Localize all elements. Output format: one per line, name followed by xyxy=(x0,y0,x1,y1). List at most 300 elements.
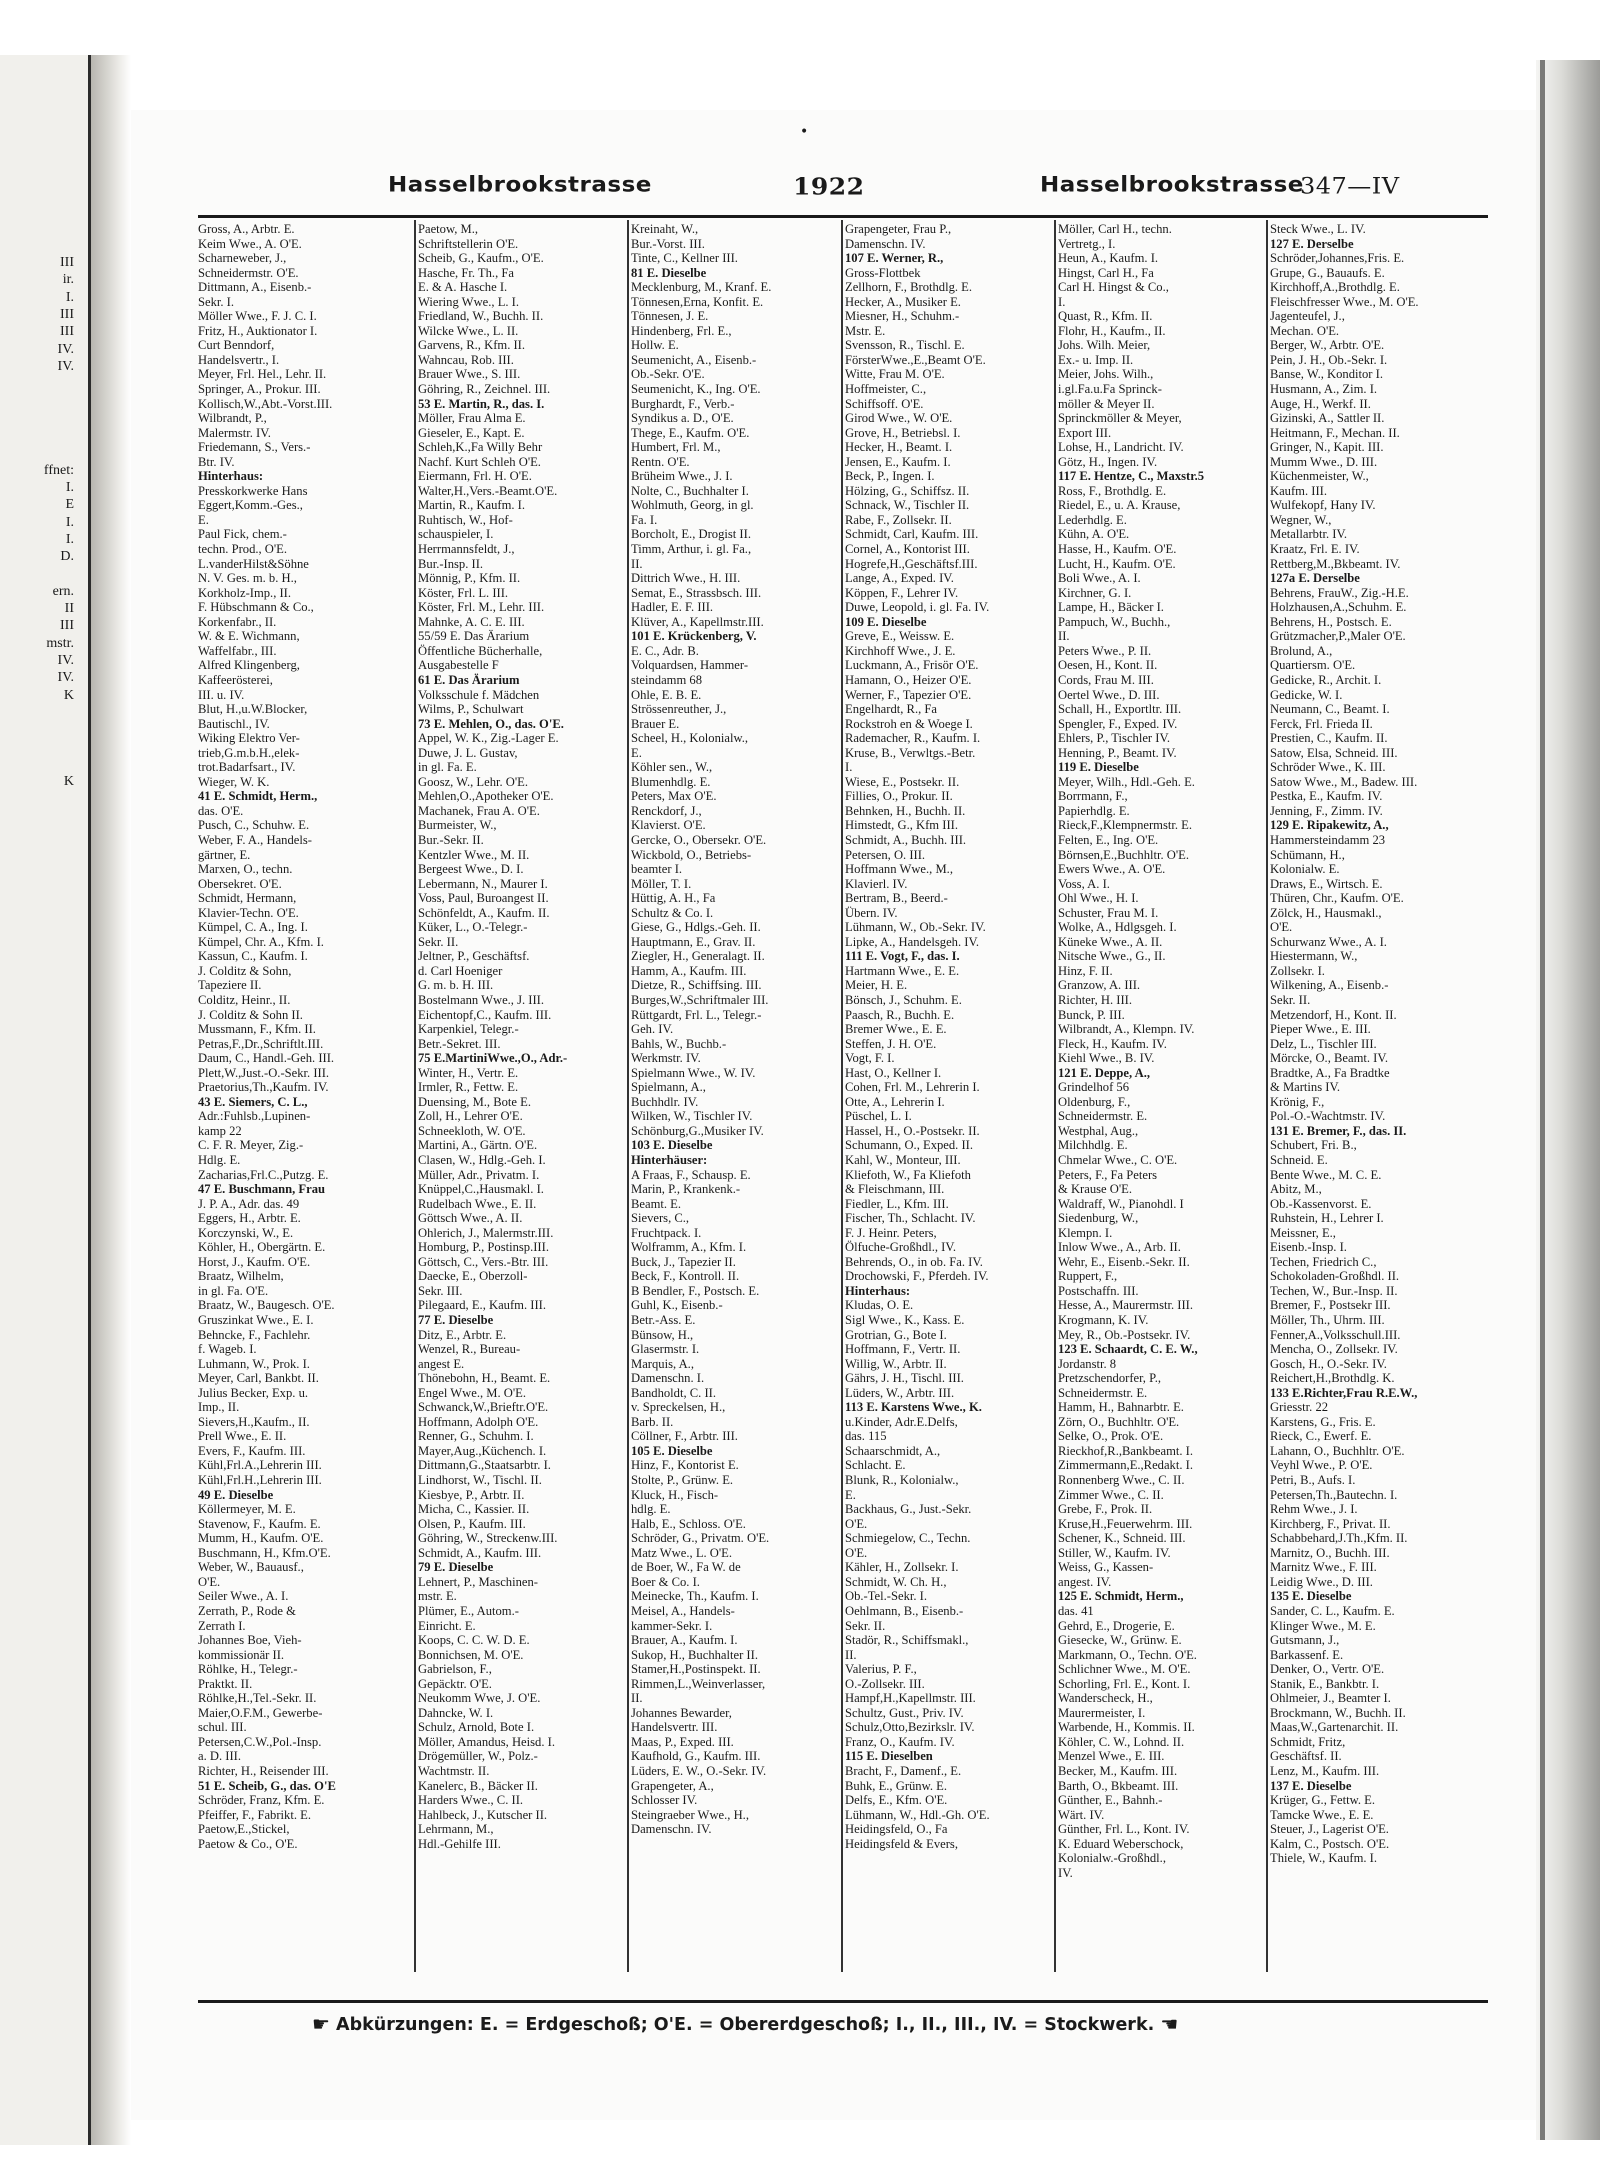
directory-entry-line: Marquis, A., xyxy=(631,1356,694,1371)
fragment-text: D. xyxy=(60,549,74,565)
directory-entry-line: Schaarschmidt, A., xyxy=(845,1443,941,1458)
directory-entry-line: Lühmann, W., Ob.-Sekr. IV. xyxy=(845,920,986,935)
directory-entry-line: Bautischl., IV. xyxy=(198,716,270,731)
directory-entry-line: Johannes Bewarder, xyxy=(631,1705,732,1720)
directory-entry-line: Hogrefe,H.,Geschäftsf.III. xyxy=(845,556,978,571)
directory-entry-line: Köster, Frl. L. III. xyxy=(418,585,509,600)
directory-entry-line: Hinterhaus: xyxy=(845,1283,911,1298)
directory-entry-line: Hesse, A., Maurermstr. III. xyxy=(1058,1298,1194,1313)
directory-entry-line: Strössenreuther, J., xyxy=(631,702,727,717)
directory-entry-line: Köster, Frl. M., Lehr. III. xyxy=(418,600,545,615)
directory-entry-line: Winter, H., Vertr. E. xyxy=(418,1065,519,1080)
directory-entry-line: Bradtke, A., Fa Bradtke xyxy=(1270,1065,1390,1080)
directory-entry-line: in gl. Fa. E. xyxy=(418,760,477,775)
directory-entry-line: Korkholz-Imp., II. xyxy=(198,585,292,600)
directory-entry-line: Pestka, E., Kaufm. IV. xyxy=(1270,789,1383,804)
directory-entry-line: Jenning, F., Zimm. IV. xyxy=(1270,803,1383,818)
directory-entry-line: Hamann, O., Heizer O'E. xyxy=(845,672,972,687)
directory-entry-line: Cohen, Frl. M., Lehrerin I. xyxy=(845,1080,980,1095)
directory-entry-line: Syndikus a. D., O'E. xyxy=(631,411,734,426)
directory-entry-line: Werner, F., Tapezier O'E. xyxy=(845,687,972,702)
directory-entry-line: Spielmann, A., xyxy=(631,1080,706,1095)
directory-entry-line: Steck Wwe., L. IV. xyxy=(1270,222,1366,236)
directory-entry-line: & Fleischmann, III. xyxy=(845,1182,945,1197)
directory-entry-line: Schumann, O., Exped. II. xyxy=(845,1138,974,1153)
directory-column-6 xyxy=(1270,222,1482,1972)
directory-entry-line: Timm, Arthur, i. gl. Fa., xyxy=(631,542,752,557)
directory-entry-line: Grindelhof 56 xyxy=(1058,1080,1129,1095)
directory-entry-line: Hoffmann Wwe., M., xyxy=(845,862,953,877)
directory-entry-line: 117 E. Hentze, C., Maxstr.5 xyxy=(1058,469,1205,484)
directory-entry-line: Witte, Frau M. O'E. xyxy=(845,367,945,382)
directory-entry-line: Cornel, A., Kontorist III. xyxy=(845,542,970,557)
directory-entry-line: Küneke Wwe., A. II. xyxy=(1058,934,1163,949)
directory-entry-line: Götz, H., Ingen. IV. xyxy=(1058,454,1158,469)
directory-entry-line: Buck, J., Tapezier II. xyxy=(631,1254,736,1269)
directory-entry-line: Pein, J. H., Ob.-Sekr. I. xyxy=(1270,352,1388,367)
directory-entry-line: Kruse,H.,Feuerwehrm. III. xyxy=(1058,1516,1193,1531)
directory-entry-line: Ditz, E., Arbtr. E. xyxy=(418,1327,507,1342)
directory-entry-line: Lederhdlg. E. xyxy=(1058,512,1127,527)
directory-entry-line: Ziegler, H., Generalagt. II. xyxy=(631,949,765,964)
header-year: 1922 xyxy=(793,173,865,200)
directory-entry-line: Klavierst. O'E. xyxy=(631,818,706,833)
directory-entry-line: Wohlmuth, Georg, in gl. xyxy=(631,498,754,513)
directory-entry-line: Gieseler, E., Kapt. E. xyxy=(418,425,525,440)
directory-entry-line: angest E. xyxy=(418,1356,465,1371)
directory-entry-line: Braatz, W., Baugesch. O'E. xyxy=(198,1298,335,1313)
directory-entry-line: Ohl Wwe., H. I. xyxy=(1058,891,1139,906)
directory-entry-line: Greve, E., Weissw. E. xyxy=(845,629,955,644)
abbreviations-text: Abkürzungen: E. = Erdgeschoß; O'E. = Obererdgeschoß; I., II., III., IV. = Stockwerk. xyxy=(336,2015,1155,2035)
directory-entry-line: Knüppel,C.,Hausmakl. I. xyxy=(418,1182,544,1197)
directory-entry-line: Irmler, R., Fettw. E. xyxy=(418,1080,519,1095)
directory-entry-line: Kollisch,W.,Abt.-Vorst.III. xyxy=(198,396,333,411)
directory-entry-line: Lehnert, P., Maschinen- xyxy=(418,1574,538,1589)
directory-entry-line: Friedemann, S., Vers.- xyxy=(198,440,311,455)
directory-entry-line: Lüders, E. W., O.-Sekr. IV. xyxy=(631,1763,767,1778)
directory-entry-line: Boer & Co. I. xyxy=(631,1574,700,1589)
directory-entry-line: E. xyxy=(845,1487,856,1502)
fragment-text: III xyxy=(60,618,74,634)
directory-entry-line: Wenzel, R., Bureau- xyxy=(418,1342,521,1357)
directory-entry-line: Oertel Wwe., D. III. xyxy=(1058,687,1160,702)
directory-entry-line: Lange, A., Exped. IV. xyxy=(845,571,954,586)
directory-entry-line: Hecker, A., Musiker E. xyxy=(845,294,961,309)
directory-entry-line: Martin, R., Kaufm. I. xyxy=(418,498,526,513)
directory-entry-line: Flohr, H., Kaufm., II. xyxy=(1058,323,1166,338)
directory-entry-line: Marnitz Wwe., F. III. xyxy=(1270,1560,1377,1575)
directory-entry-line: Ruppert, F., xyxy=(1058,1269,1118,1284)
directory-entry-line: Volquardsen, Hammer- xyxy=(631,658,749,673)
directory-entry-line: trot.Badarfsart., IV. xyxy=(198,760,296,775)
directory-entry-line: E. C., Adr. B. xyxy=(631,643,699,658)
directory-entry-line: Kirchhoff,A.,Brothdlg. E. xyxy=(1270,280,1400,295)
directory-entry-line: Leidig Wwe., D. III. xyxy=(1270,1574,1373,1589)
directory-entry-line: Beck, F., Kontroll. II. xyxy=(631,1269,740,1284)
directory-entry-line: 137 E. Dieselbe xyxy=(1270,1778,1352,1793)
directory-entry-line: Scheib, G., Kaufm., O'E. xyxy=(418,251,544,266)
fragment-text: ir. xyxy=(62,272,74,288)
directory-entry-line: Draws, E., Wirtsch. E. xyxy=(1270,876,1383,891)
directory-entry-line: Wiese, E., Postsekr. II. xyxy=(845,774,960,789)
directory-entry-line: Schulz,Otto,Bezirkslr. IV. xyxy=(845,1720,975,1735)
fragment-text: E xyxy=(65,497,74,513)
directory-entry-line: Bente Wwe., M. C. E. xyxy=(1270,1167,1382,1182)
directory-entry-line: 133 E.Richter,Frau R.E.W., xyxy=(1270,1385,1418,1400)
directory-entry-line: Ob.-Kassenvorst. E. xyxy=(1270,1196,1372,1211)
directory-entry-line: kamp 22 xyxy=(198,1123,242,1138)
directory-entry-line: Möller, T. I. xyxy=(631,876,692,891)
directory-entry-line: 53 E. Martin, R., das. I. xyxy=(418,396,545,411)
directory-entry-line: Bönsch, J., Schuhm. E. xyxy=(845,992,962,1007)
fragment-text: IV. xyxy=(57,358,74,374)
directory-entry-line: Praktkt. II. xyxy=(198,1676,253,1691)
directory-entry-line: Lohse, H., Landricht. IV. xyxy=(1058,440,1184,455)
directory-entry-line: Gepäcktr. O'E. xyxy=(418,1676,492,1691)
directory-entry-line: Gährs, J. H., Tischl. III. xyxy=(845,1371,964,1386)
directory-entry-line: F. Hübschmann & Co., xyxy=(198,600,314,615)
directory-column-1 xyxy=(198,222,410,1972)
directory-entry-line: Mey, R., Ob.-Postsekr. IV. xyxy=(1058,1327,1191,1342)
column-divider xyxy=(1266,220,1268,1972)
directory-entry-line: 129 E. Ripakewitz, A., xyxy=(1270,818,1389,833)
directory-entry-line: Nachf. Kurt Schleh O'E. xyxy=(418,454,541,469)
directory-entry-line: Kühl,Frl.A.,Lehrerin III. xyxy=(198,1458,322,1473)
directory-entry-line: Micha, C., Kassier. II. xyxy=(418,1502,530,1517)
directory-entry-line: Kanelerc, B., Bäcker II. xyxy=(418,1778,538,1793)
directory-entry-line: Behrens, H., Postsch. E. xyxy=(1270,614,1392,629)
directory-entry-line: Schneidermstr. E. xyxy=(1058,1109,1148,1124)
directory-entry-line: Kümpel, Chr. A., Kfm. I. xyxy=(198,934,324,949)
directory-entry-line: Schiffsoff. O'E. xyxy=(845,396,924,411)
directory-entry-line: Behncke, F., Fachlehr. xyxy=(198,1327,311,1342)
column-divider xyxy=(841,220,843,1972)
directory-entry-line: Schneidermstr. E. xyxy=(1058,1385,1148,1400)
directory-entry-line: Hassel, H., O.-Postsekr. II. xyxy=(845,1123,980,1138)
fragment-text: I. xyxy=(65,514,74,530)
directory-entry-line: II. xyxy=(1058,629,1070,644)
directory-entry-line: Küker, L., O.-Telegr.- xyxy=(418,920,528,935)
directory-entry-line: Schröder,Johannes,Fris. E. xyxy=(1270,251,1405,266)
directory-entry-line: 101 E. Krückenberg, V. xyxy=(631,629,757,644)
directory-entry-line: Tönnesen, J. E. xyxy=(631,309,709,324)
directory-entry-line: Clasen, W., Hdlg.-Geh. I. xyxy=(418,1153,546,1167)
directory-entry-line: Btr. IV. xyxy=(198,454,235,469)
directory-entry-line: Banse, W., Konditor I. xyxy=(1270,367,1383,382)
directory-entry-line: Möller, Carl H., techn. xyxy=(1058,222,1172,236)
directory-entry-line: Henning, P., Beamt. IV. xyxy=(1058,745,1177,760)
directory-entry-line: Seiler Wwe., A. I. xyxy=(198,1589,289,1604)
directory-entry-line: Goosz, W., Lehr. O'E. xyxy=(418,774,529,789)
directory-entry-line: Hdl.-Gehilfe III. xyxy=(418,1836,501,1851)
directory-entry-line: hdlg. E. xyxy=(631,1502,671,1517)
directory-entry-line: Gringer, N., Kapit. III. xyxy=(1270,440,1384,455)
directory-entry-line: 55/59 E. Das Ärarium xyxy=(418,629,530,644)
directory-entry-line: Marnitz, O., Buchh. III. xyxy=(1270,1545,1390,1560)
directory-entry-line: Hiestermann, W., xyxy=(1270,949,1358,964)
directory-entry-line: Handelsvertr. III. xyxy=(631,1720,718,1735)
directory-entry-line: Fenner,A.,Volksschull.III. xyxy=(1270,1327,1401,1342)
directory-entry-line: Behrends, O., in ob. Fa. IV. xyxy=(845,1254,983,1269)
directory-entry-line: Metzendorf, H., Kont. II. xyxy=(1270,1007,1397,1022)
directory-entry-line: Grotrian, G., Bote I. xyxy=(845,1327,947,1342)
directory-entry-line: Gehrd, E., Drogerie, E. xyxy=(1058,1618,1175,1633)
directory-entry-line: Dittrich Wwe., H. III. xyxy=(631,571,741,586)
directory-entry-line: Röhlke, H., Telegr.- xyxy=(198,1662,298,1677)
directory-entry-line: Kluck, H., Fisch- xyxy=(631,1487,719,1502)
directory-entry-line: II. xyxy=(631,1691,643,1706)
directory-entry-line: 107 E. Werner, R., xyxy=(845,251,944,266)
directory-entry-line: Boli Wwe., A. I. xyxy=(1058,571,1141,586)
directory-entry-line: 119 E. Dieselbe xyxy=(1058,760,1139,775)
header-street-right: Hasselbrookstrasse xyxy=(1040,173,1304,197)
directory-entry-line: Becker, M., Kaufm. III. xyxy=(1058,1763,1178,1778)
directory-entry-line: Willig, W., Arbtr. II. xyxy=(845,1356,947,1371)
directory-entry-line: Schröder Wwe., K. III. xyxy=(1270,760,1386,775)
directory-entry-line: Burghardt, F., Verb.- xyxy=(631,396,735,411)
directory-entry-line: Maier,O.F.M., Gewerbe- xyxy=(198,1705,323,1720)
directory-entry-line: Kähler, H., Zollsekr. I. xyxy=(845,1560,959,1575)
directory-entry-line: Oesen, H., Kont. II. xyxy=(1058,658,1158,673)
directory-entry-line: Geh. IV. xyxy=(631,1022,674,1037)
directory-entry-line: Koops, C. C. W. D. E. xyxy=(418,1633,530,1648)
header-street-left: Hasselbrookstrasse xyxy=(388,173,652,197)
fragment-text: III xyxy=(60,306,74,322)
directory-entry-line: II. xyxy=(631,556,643,571)
directory-entry-line: Sekr. I. xyxy=(198,294,235,309)
directory-entry-line: Klavier-Techn. O'E. xyxy=(198,905,299,920)
directory-entry-line: 81 E. Dieselbe xyxy=(631,265,707,280)
directory-entry-line: Satow Wwe., M., Badew. III. xyxy=(1270,774,1418,789)
directory-entry-line: Curt Benndorf, xyxy=(198,338,275,353)
directory-entry-line: Kaufm. III. xyxy=(1270,483,1327,498)
directory-entry-line: 41 E. Schmidt, Herm., xyxy=(198,789,318,804)
directory-entry-line: 49 E. Dieselbe xyxy=(198,1487,274,1502)
directory-entry-line: 131 E. Bremer, F., das. II. xyxy=(1270,1123,1407,1138)
directory-entry-line: I. xyxy=(845,760,853,775)
directory-entry-line: Marin, P., Krankenk.- xyxy=(631,1182,741,1197)
directory-entry-line: Walter,H.,Vers.-Beamt.O'E. xyxy=(418,483,558,498)
directory-entry-line: Appel, W. K., Zig.-Lager E. xyxy=(418,731,559,746)
directory-entry-line: O'E. xyxy=(198,1574,221,1589)
directory-entry-line: Schultz, Gust., Priv. IV. xyxy=(845,1705,964,1720)
directory-entry-line: E. xyxy=(631,745,642,760)
directory-entry-line: Bonnichsen, M. O'E. xyxy=(418,1647,524,1662)
directory-entry-line: Garvens, R., Kfm. II. xyxy=(418,338,526,353)
directory-entry-line: Obersekret. O'E. xyxy=(198,876,282,891)
directory-entry-line: Brauer Wwe., S. III. xyxy=(418,367,521,382)
directory-entry-line: Handelsvertr., I. xyxy=(198,352,280,367)
directory-entry-line: Hingst, Carl H., Fa xyxy=(1058,265,1154,280)
directory-entry-line: Göhring, W., Streckenw.III. xyxy=(418,1531,558,1546)
directory-entry-line: Daecke, E., Oberzoll- xyxy=(418,1269,528,1284)
directory-entry-line: III. u. IV. xyxy=(198,687,245,702)
directory-entry-line: Müller, Adr., Privatm. I. xyxy=(418,1167,540,1182)
directory-entry-line: schul. III. xyxy=(198,1720,247,1735)
directory-entry-line: Ob.-Tel.-Sekr. I. xyxy=(845,1589,928,1604)
directory-entry-line: Spielmann Wwe., W. IV. xyxy=(631,1065,756,1080)
directory-entry-line: Rieck, C., Ewerf. E. xyxy=(1270,1429,1372,1444)
directory-entry-line: Kolonialw.-Großhdl., xyxy=(1058,1851,1166,1866)
directory-entry-line: F. J. Heinr. Peters, xyxy=(845,1225,937,1240)
fragment-text: I. xyxy=(65,289,74,305)
directory-entry-line: Schröder, G., Privatm. O'E. xyxy=(631,1531,770,1546)
directory-entry-line: Neukomm Wwe, J. O'E. xyxy=(418,1691,541,1706)
directory-entry-line: Jagenteufel, J., xyxy=(1270,309,1345,324)
directory-entry-line: Schönfeldt, A., Kaufm. II. xyxy=(418,905,550,920)
directory-entry-line: Heidingsfeld, O., Fa xyxy=(845,1822,948,1837)
directory-entry-line: 135 E. Dieselbe xyxy=(1270,1589,1352,1604)
directory-entry-line: Kreinaht, W., xyxy=(631,222,699,236)
directory-entry-line: Klempn. I. xyxy=(1058,1225,1113,1240)
directory-entry-line: Brüheim Wwe., J. I. xyxy=(631,469,733,484)
directory-entry-line: Geschäftsf. II. xyxy=(1270,1749,1342,1764)
directory-entry-line: Bergeest Wwe., D. I. xyxy=(418,862,524,877)
directory-entry-line: Bracht, F., Damenf., E. xyxy=(845,1763,962,1778)
directory-entry-line: Rieck,F.,Klempnermstr. E. xyxy=(1058,818,1193,833)
fragment-text: III xyxy=(60,255,74,270)
directory-entry-line: Kümpel, C. A., Ing. I. xyxy=(198,920,308,935)
directory-entry-line: Meier, H. E. xyxy=(845,978,908,993)
directory-entry-line: Weiss, G., Kassen- xyxy=(1058,1560,1154,1575)
directory-column-2 xyxy=(418,222,624,1972)
directory-entry-line: Praetorius,Th.,Kaufm. IV. xyxy=(198,1080,329,1095)
directory-entry-line: Behrens, FrauW., Zig.-H.E. xyxy=(1270,585,1409,600)
directory-entry-line: Eiermann, Frl. H. O'E. xyxy=(418,469,532,484)
directory-entry-line: Schmidt, A., Buchh. III. xyxy=(845,832,967,847)
directory-entry-line: Pieper Wwe., E. III. xyxy=(1270,1022,1371,1037)
directory-entry-line: Bunck, P. III. xyxy=(1058,1007,1125,1022)
directory-entry-line: Plett,W.,Just.-O.-Sekr. III. xyxy=(198,1065,330,1080)
directory-entry-line: Wilken, W., Tischler IV. xyxy=(631,1109,753,1124)
directory-entry-line: 123 E. Schaardt, C. E. W., xyxy=(1058,1342,1198,1357)
directory-entry-line: angest. IV. xyxy=(1058,1574,1112,1589)
directory-entry-line: Reichert,H.,Brothdlg. K. xyxy=(1270,1371,1395,1386)
directory-entry-line: Möller Wwe., F. J. C. I. xyxy=(198,309,317,324)
directory-entry-line: Valerius, P. F., xyxy=(845,1662,917,1677)
directory-entry-line: Mencha, O., Zollsekr. IV. xyxy=(1270,1342,1398,1357)
directory-entry-line: Rockstroh en & Woege I. xyxy=(845,716,973,731)
directory-entry-line: Gercke, O., Obersekr. O'E. xyxy=(631,832,767,847)
directory-entry-line: Wulfekopf, Hany IV. xyxy=(1270,498,1376,513)
directory-entry-line: Gedicke, W. I. xyxy=(1270,687,1343,702)
directory-entry-line: Mechan. O'E. xyxy=(1270,323,1340,338)
directory-entry-line: Johannes Boe, Vieh- xyxy=(198,1633,302,1648)
directory-entry-line: Stavenow, F., Kaufm. E. xyxy=(198,1516,321,1531)
directory-entry-line: Mumm, H., Kaufm. O'E. xyxy=(198,1531,324,1546)
directory-entry-line: Pilegaard, E., Kaufm. III. xyxy=(418,1298,546,1313)
directory-entry-line: Günther, Frl. L., Kont. IV. xyxy=(1058,1822,1190,1837)
directory-entry-line: Karstens, G., Fris. E. xyxy=(1270,1414,1376,1429)
directory-entry-line: in gl. Fa. O'E. xyxy=(198,1283,269,1298)
directory-entry-line: II. xyxy=(845,1647,857,1662)
directory-entry-line: Mumm Wwe., D. III. xyxy=(1270,454,1378,469)
directory-entry-line: Kolonialw. E. xyxy=(1270,862,1340,877)
directory-entry-line: Beamt. E. xyxy=(631,1196,682,1211)
directory-entry-line: Pol.-O.-Wachtmstr. IV. xyxy=(1270,1109,1386,1124)
directory-entry-line: O'E. xyxy=(1270,920,1293,935)
directory-entry-line: Sekr. III. xyxy=(418,1283,463,1298)
directory-entry-line: Jordanstr. 8 xyxy=(1058,1356,1117,1371)
directory-entry-line: Möller, Amandus, Heisd. I. xyxy=(418,1734,555,1749)
directory-entry-line: Bremer, F., Postsekr III. xyxy=(1270,1298,1391,1313)
directory-entry-line: Wieger, W. K. xyxy=(198,774,270,789)
directory-entry-line: Oehlmann, B., Eisenb.- xyxy=(845,1603,964,1618)
directory-entry-line: Glasermstr. I. xyxy=(631,1342,700,1357)
directory-entry-line: Kahl, W., Monteur, III. xyxy=(845,1153,961,1167)
directory-entry-line: Petersen,C.W.,Pol.-Insp. xyxy=(198,1734,322,1749)
directory-entry-line: Sievers, C., xyxy=(631,1211,690,1226)
directory-entry-line: Sekr. II. xyxy=(418,934,459,949)
directory-entry-line: Kentzler Wwe., M. II. xyxy=(418,847,530,862)
directory-entry-line: E. xyxy=(198,512,209,527)
directory-entry-line: Renckdorf, J., xyxy=(631,803,702,818)
directory-entry-line: Krönig, F., xyxy=(1270,1094,1325,1109)
directory-entry-line: Brauer E. xyxy=(631,716,680,731)
directory-entry-line: Keim Wwe., A. O'E. xyxy=(198,236,302,251)
directory-entry-line: Schorling, Frl. E., Kont. I. xyxy=(1058,1676,1191,1691)
directory-entry-line: Fischer, Th., Schlacht. IV. xyxy=(845,1211,976,1226)
header-page-number: 347—IV xyxy=(1300,173,1400,199)
directory-entry-line: Kirchner, G. I. xyxy=(1058,585,1132,600)
directory-entry-line: E. & A. Hasche I. xyxy=(418,280,508,295)
directory-entry-line: Plümer, E., Autom.- xyxy=(418,1603,519,1618)
directory-entry-line: 77 E. Dieselbe xyxy=(418,1313,494,1328)
directory-entry-line: Schnack, W., Tischler II. xyxy=(845,498,970,513)
directory-entry-line: Ex.- u. Imp. II. xyxy=(1058,352,1134,367)
directory-entry-line: Techen, W., Bur.-Insp. II. xyxy=(1270,1283,1398,1298)
fragment-text: II xyxy=(64,601,74,616)
directory-entry-line: Borcholt, E., Drogist II. xyxy=(631,527,751,542)
directory-entry-line: Blumenhdlg. E. xyxy=(631,774,711,789)
directory-entry-line: Dittmann,G.,Staatsarbtr. I. xyxy=(418,1458,551,1473)
directory-entry-line: Stolte, P., Grünw. E. xyxy=(631,1473,734,1488)
directory-entry-line: Zimmermann,E.,Redakt. I. xyxy=(1058,1458,1193,1473)
directory-entry-line: Einricht. E. xyxy=(418,1618,476,1633)
directory-entry-line: Maas, P., Exped. III. xyxy=(631,1734,734,1749)
directory-entry-line: Rimmen,L.,Weinverlasser, xyxy=(631,1676,766,1691)
directory-entry-line: Göttsch Wwe., A. II. xyxy=(418,1211,523,1226)
directory-entry-line: v. Spreckelsen, H., xyxy=(631,1400,726,1415)
directory-entry-line: Lühmann, W., Hdl.-Gh. O'E. xyxy=(845,1807,990,1822)
directory-entry-line: Holzhausen,A.,Schuhm. E. xyxy=(1270,600,1407,615)
directory-entry-line: 73 E. Mehlen, O., das. O'E. xyxy=(418,716,564,731)
directory-entry-line: Schriftstellerin O'E. xyxy=(418,236,519,251)
directory-entry-line: Thiele, W., Kaufm. I. xyxy=(1270,1851,1378,1866)
directory-entry-line: Sekr. II. xyxy=(845,1618,886,1633)
directory-entry-line: Hadler, E. F. III. xyxy=(631,600,714,615)
directory-entry-line: i.gl.Fa.u.Fa Sprinck- xyxy=(1058,382,1162,397)
directory-entry-line: Schultz & Co. I. xyxy=(631,905,714,920)
directory-entry-line: Schokoladen-Großhdl. II. xyxy=(1270,1269,1400,1284)
directory-entry-line: Hinz, F., Kontorist E. xyxy=(631,1458,739,1473)
directory-entry-line: Eggert,Komm.-Ges., xyxy=(198,498,303,513)
directory-entry-line: techn. Prod., O'E. xyxy=(198,542,288,557)
directory-entry-line: das. 41 xyxy=(1058,1603,1094,1618)
directory-entry-line: Ölfuche-Großhdl., IV. xyxy=(845,1240,956,1255)
directory-entry-line: Abitz, M., xyxy=(1270,1182,1322,1197)
directory-entry-line: Korczynski, W., E. xyxy=(198,1225,294,1240)
directory-entry-line: Lebermann, N., Maurer I. xyxy=(418,876,548,891)
directory-entry-line: Renner, G., Schuhm. I. xyxy=(418,1429,534,1444)
directory-entry-line: Weber, W., Bauausf., xyxy=(198,1560,304,1575)
directory-entry-line: Wilbrandt, P., xyxy=(198,411,267,426)
directory-entry-line: Hdlg. E. xyxy=(198,1153,241,1167)
directory-entry-line: Kassun, C., Kaufm. I. xyxy=(198,949,308,964)
directory-entry-line: Martini, A., Gärtn. O'E. xyxy=(418,1138,538,1153)
directory-entry-line: Karpenkiel, Telegr.- xyxy=(418,1022,519,1037)
